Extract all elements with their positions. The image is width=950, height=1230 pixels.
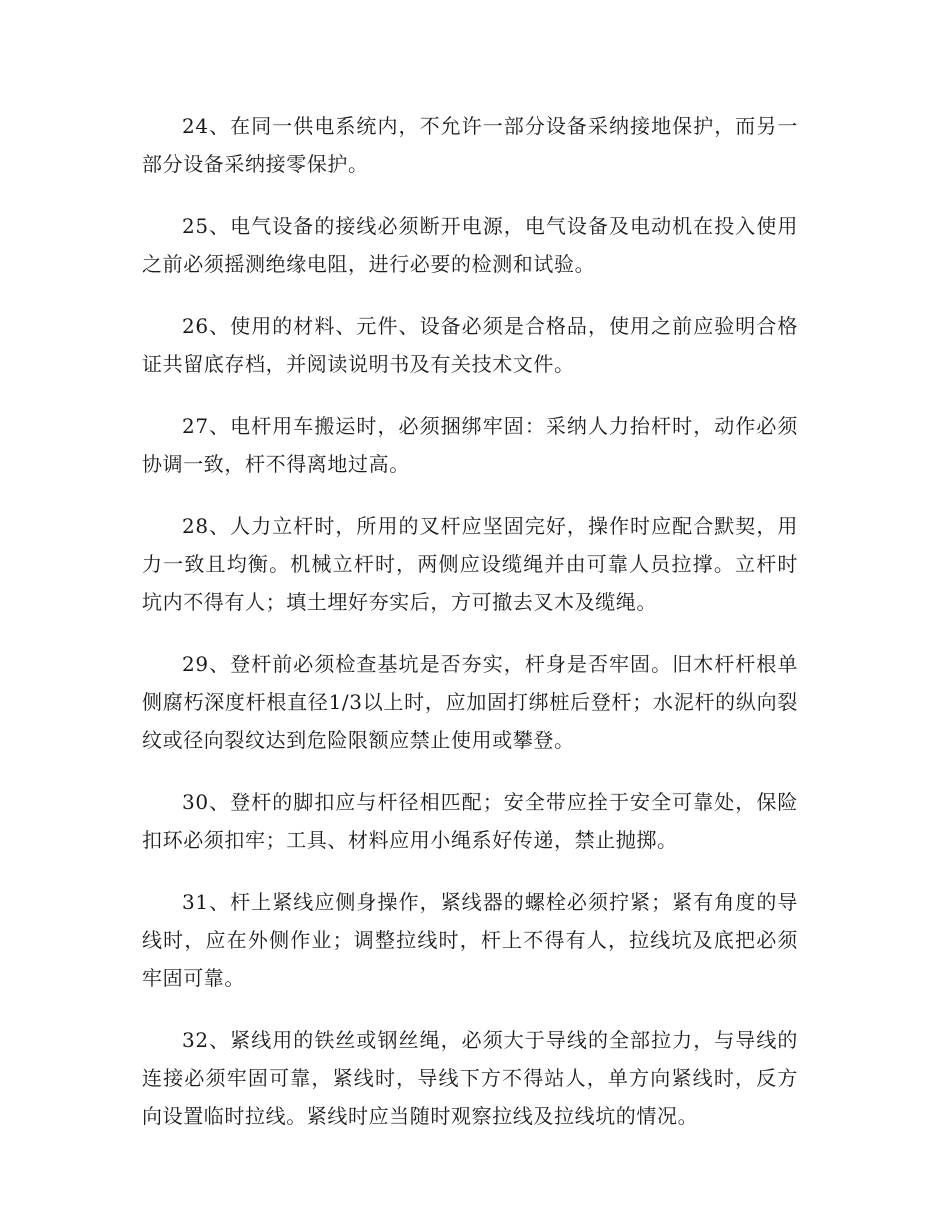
paragraph-25: 25、电气设备的接线必须断开电源，电气设备及电动机在投入使用之前必须摇测绝缘电阻，进行必要的检测和试验。 [142,214,798,276]
paragraph-26: 26、使用的材料、元件、设备必须是合格品，使用之前应验明合格证共留底存档，并阅读说明书及有关技术文件。 [142,314,798,376]
paragraph-29: 29、登杆前必须检查基坑是否夯实，杆身是否牢固。旧木杆杆根单侧腐朽深度杆根直径1/3以上时，应加固打绑桩后登杆；水泥杆的纵向裂纹或径向裂纹达到危险限额应禁止使用或攀登。 [142,652,798,752]
paragraph-27: 27、电杆用车搬运时，必须捆绑牢固：采纳人力抬杆时，动作必须协调一致，杆不得离地过高。 [142,414,798,476]
paragraph-30: 30、登杆的脚扣应与杆径相匹配；安全带应拴于安全可靠处，保险扣环必须扣牢；工具、材料应用小绳系好传递，禁止抛掷。 [142,790,798,852]
paragraph-32: 32、紧线用的铁丝或钢丝绳，必须大于导线的全部拉力，与导线的连接必须牢固可靠，紧线时，导线下方不得站人，单方向紧线时，反方向设置临时拉线。紧线时应当随时观察拉线及拉线坑的情况。 [142,1028,798,1128]
paragraph-31: 31、杆上紧线应侧身操作，紧线器的螺栓必须拧紧；紧有角度的导线时，应在外侧作业；调整拉线时，杆上不得有人，拉线坑及底把必须牢固可靠。 [142,890,798,990]
paragraph-24: 24、在同一供电系统内，不允许一部分设备采纳接地保护，而另一部分设备采纳接零保护。 [142,114,798,176]
paragraph-28: 28、人力立杆时，所用的叉杆应坚固完好，操作时应配合默契，用力一致且均衡。机械立杆时，两侧应设缆绳并由可靠人员拉撑。立杆时坑内不得有人；填土埋好夯实后，方可撤去叉木及缆绳。 [142,514,798,614]
document-body [142,107,798,1135]
